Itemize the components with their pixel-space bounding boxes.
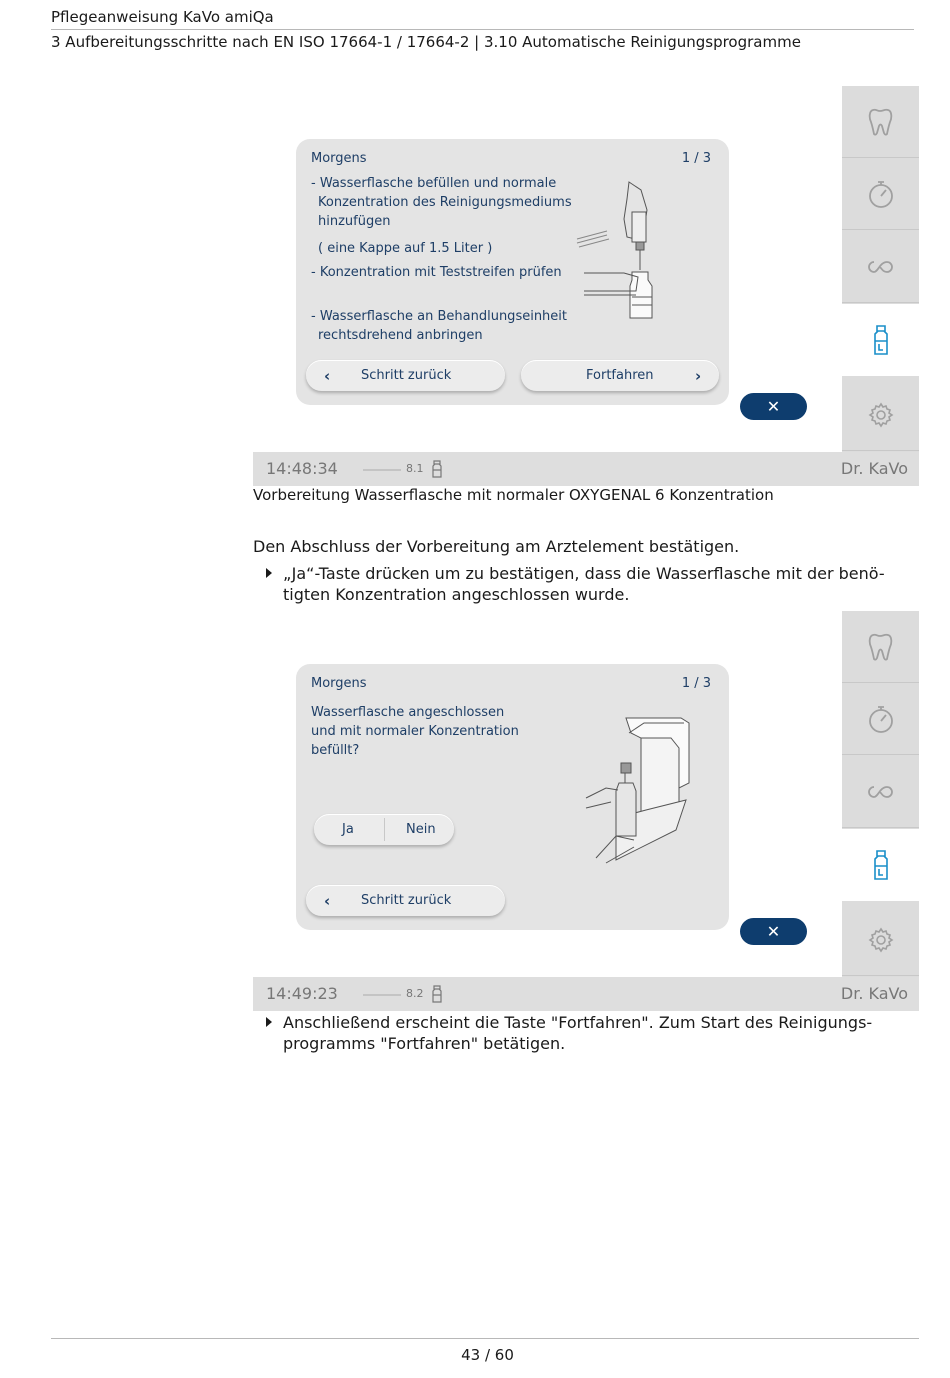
continue-button[interactable]: Fortfahren › bbox=[521, 360, 719, 391]
close-icon: ✕ bbox=[766, 397, 781, 416]
spray-bottle-icon bbox=[431, 460, 443, 478]
step-counter: 1 / 3 bbox=[681, 151, 711, 166]
close-button[interactable] bbox=[740, 393, 807, 420]
status-step: 8.2 bbox=[406, 987, 424, 1000]
confirmation-dialog bbox=[296, 664, 729, 930]
status-user: Dr. KaVo bbox=[840, 984, 908, 1003]
status-user: Dr. KaVo bbox=[840, 459, 908, 478]
footer-divider bbox=[51, 1338, 919, 1339]
chevron-left-icon: ‹ bbox=[324, 892, 331, 910]
infinity-icon bbox=[866, 259, 896, 275]
status-step: 8.1 bbox=[406, 462, 424, 475]
step-counter: 1 / 3 bbox=[681, 676, 711, 691]
stopwatch-icon bbox=[867, 179, 895, 209]
tab-timer[interactable] bbox=[842, 158, 919, 230]
instruction-line: Konzentration des Reinigungsmediums bbox=[318, 195, 572, 210]
tab-cleaning[interactable] bbox=[842, 304, 919, 376]
instruction-line: - Wasserflasche an Behandlungseinheit bbox=[311, 309, 568, 324]
question-line: und mit normaler Konzentration bbox=[311, 724, 519, 739]
tooth-icon bbox=[868, 632, 894, 662]
instruction-dialog bbox=[296, 139, 729, 405]
status-time: 14:49:23 bbox=[266, 984, 338, 1003]
chevron-left-icon: ‹ bbox=[324, 367, 331, 385]
bullet-item: Anschließend erscheint die Taste "Fortfahren". Zum Start des Reinigungs- programms "Fortfahren" betätigen. bbox=[253, 1012, 923, 1054]
question-line: befüllt? bbox=[311, 743, 360, 758]
tab-timer[interactable] bbox=[842, 683, 919, 755]
tab-settings[interactable] bbox=[842, 379, 919, 451]
header-divider bbox=[51, 29, 914, 30]
instruction-line: hinzufügen bbox=[318, 214, 391, 229]
bottle-attached-illustration bbox=[581, 708, 696, 868]
status-divider bbox=[363, 469, 401, 471]
bullet-arrow-icon bbox=[266, 1017, 272, 1027]
status-bar bbox=[253, 452, 919, 486]
screenshot-2 bbox=[253, 611, 919, 1011]
close-button[interactable] bbox=[740, 918, 807, 945]
page-number: 43 / 60 bbox=[461, 1346, 514, 1364]
tab-treatment[interactable] bbox=[842, 86, 919, 158]
dialog-title: Morgens bbox=[311, 151, 367, 166]
screenshot-1 bbox=[253, 86, 919, 486]
figure-caption: Vorbereitung Wasserflasche mit normaler OXYGENAL 6 Konzentration bbox=[253, 486, 774, 504]
section-breadcrumb: 3 Aufbereitungsschritte nach EN ISO 17664-1 / 17664-2 | 3.10 Automatische Reinigungsprogramme bbox=[51, 33, 801, 51]
yes-no-toggle bbox=[314, 814, 454, 845]
close-icon: ✕ bbox=[766, 922, 781, 941]
instruction-line: ( eine Kappe auf 1.5 Liter ) bbox=[318, 241, 493, 256]
gear-icon bbox=[868, 927, 894, 953]
paragraph: Den Abschluss der Vorbereitung am Arztelement bestätigen. bbox=[253, 537, 740, 556]
tab-cleaning[interactable] bbox=[842, 829, 919, 901]
status-divider bbox=[363, 994, 401, 996]
bullet-item: „Ja“-Taste drücken um zu bestätigen, dass die Wasserflasche mit der benö- tigten Konzentration angeschlossen wurde. bbox=[253, 563, 923, 605]
spray-bottle-icon bbox=[871, 849, 891, 881]
stopwatch-icon bbox=[867, 704, 895, 734]
spray-bottle-icon bbox=[871, 324, 891, 356]
instruction-line: - Wasserflasche befüllen und normale bbox=[311, 176, 557, 191]
status-time: 14:48:34 bbox=[266, 459, 338, 478]
sidebar bbox=[842, 611, 919, 977]
dialog-title: Morgens bbox=[311, 676, 367, 691]
bullet-arrow-icon bbox=[266, 568, 272, 578]
tab-programs[interactable] bbox=[842, 756, 919, 828]
step-back-button[interactable]: ‹ Schritt zurück bbox=[306, 360, 505, 391]
instruction-line: - Konzentration mit Teststreifen prüfen bbox=[311, 265, 562, 280]
document-title: Pflegeanweisung KaVo amiQa bbox=[51, 8, 274, 26]
infinity-icon bbox=[866, 784, 896, 800]
sidebar bbox=[842, 86, 919, 452]
yes-button[interactable]: Ja bbox=[342, 822, 354, 837]
step-back-button[interactable]: ‹ Schritt zurück bbox=[306, 885, 505, 916]
tab-programs[interactable] bbox=[842, 231, 919, 303]
bottle-filling-illustration bbox=[574, 177, 679, 322]
question-line: Wasserflasche angeschlossen bbox=[311, 705, 505, 720]
status-bar bbox=[253, 977, 919, 1011]
instruction-line: rechtsdrehend anbringen bbox=[318, 328, 483, 343]
no-button[interactable]: Nein bbox=[406, 822, 436, 837]
spray-bottle-icon bbox=[431, 985, 443, 1003]
gear-icon bbox=[868, 402, 894, 428]
tab-settings[interactable] bbox=[842, 904, 919, 976]
tab-treatment[interactable] bbox=[842, 611, 919, 683]
chevron-right-icon: › bbox=[695, 367, 702, 385]
tooth-icon bbox=[868, 107, 894, 137]
